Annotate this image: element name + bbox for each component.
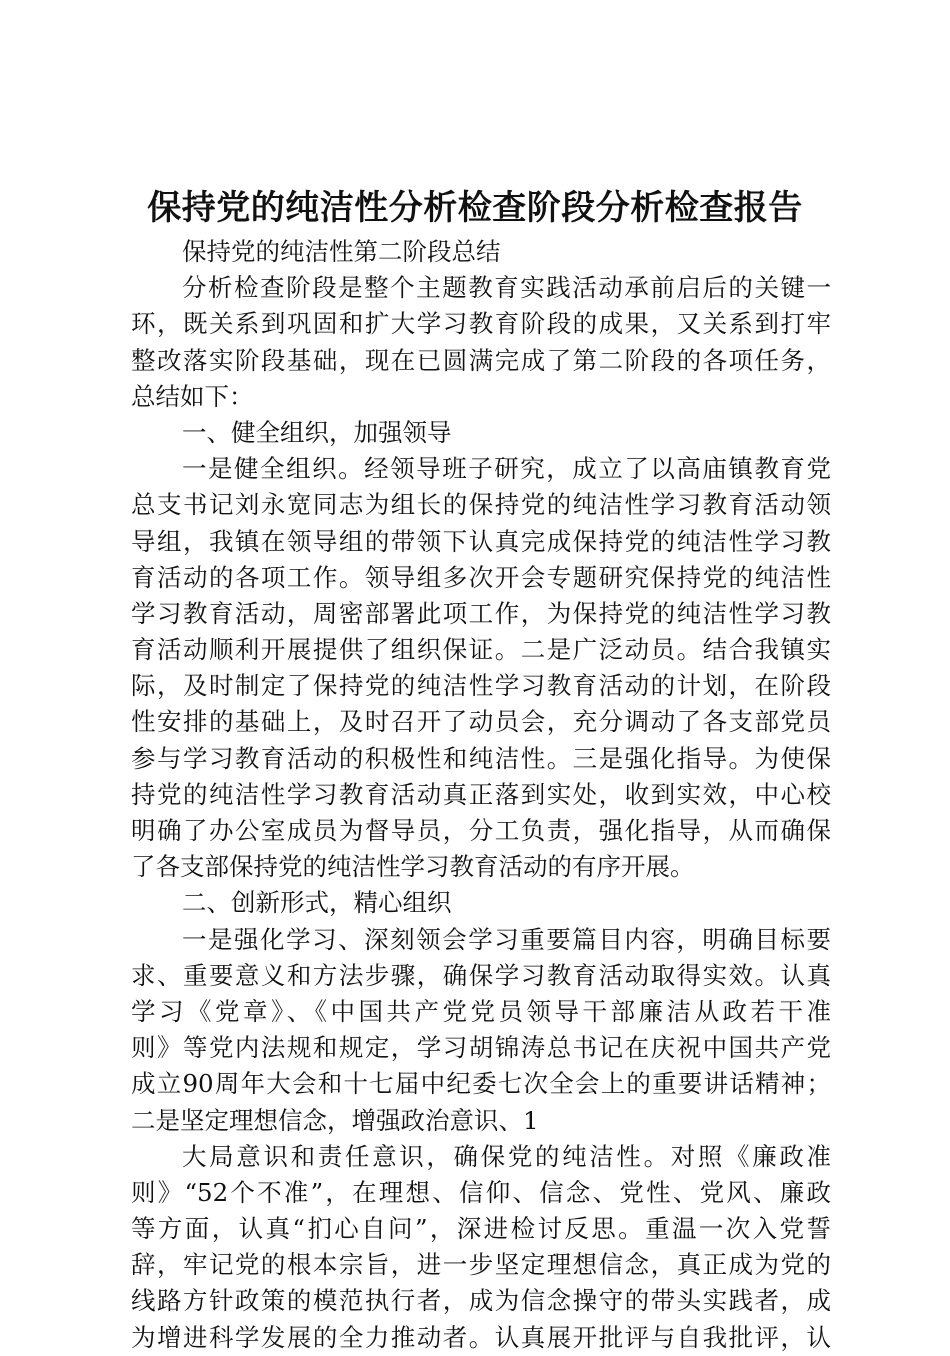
document-body — [131, 234, 831, 1356]
paragraph-line: 总结如下： — [131, 381, 254, 411]
paragraph-line: 明确了办公室成员为督导员，分工负责，强化指导，从而确保 — [131, 816, 831, 845]
paragraph-line: 为增进科学发展的全力推动者。认真展开批评与自我批评，认 — [131, 1322, 831, 1352]
paragraph-line: 分析检查阶段是整个主题教育实践活动承前启后的关键一 — [182, 273, 831, 303]
paragraph-line: 大局意识和责任意识，确保党的纯洁性。对照《廉政准 — [182, 1141, 831, 1171]
paragraph-line: 成立90周年大会和十七届中纪委七次全会上的重要讲话精神； — [131, 1069, 831, 1099]
paragraph-line: 求、重要意义和方法步骤，确保学习教育活动取得实效。认真 — [131, 960, 831, 990]
paragraph-line: 一是强化学习、深刻领会学习重要篇目内容，明确目标要 — [182, 924, 831, 954]
paragraph-line: 学习《党章》、《中国共产党党员领导干部廉洁从政若干准 — [131, 996, 831, 1026]
section-heading: 一、健全组织，加强领导 — [182, 417, 452, 447]
paragraph-line: 育活动的各项工作。领导组多次开会专题研究保持党的纯洁性 — [131, 562, 831, 592]
paragraph-line: 参与学习教育活动的积极性和纯洁性。三是强化指导。为使保 — [131, 743, 831, 773]
paragraph-line: 整改落实阶段基础，现在已圆满完成了第二阶段的各项任务， — [131, 345, 831, 375]
paragraph-line: 际，及时制定了保持党的纯洁性学习教育活动的计划，在阶段 — [131, 671, 831, 701]
paragraph-line: 等方面，认真“扪心自问”，深进检讨反思。重温一次入党誓 — [131, 1214, 831, 1244]
subtitle-line: 保持党的纯洁性第二阶段总结 — [182, 237, 501, 266]
paragraph-line: 线路方针政策的模范执行者，成为信念操守的带头实践者，成 — [131, 1286, 831, 1316]
paragraph-line: 辞，牢记党的根本宗旨，进一步坚定理想信念，真正成为党的 — [131, 1250, 831, 1280]
paragraph-line: 育活动顺利开展提供了组织保证。二是广泛动员。结合我镇实 — [131, 635, 831, 665]
document-title: 保持党的纯洁性分析检查阶段分析检查报告 — [147, 188, 803, 228]
paragraph-line: 一是健全组织。经领导班子研究，成立了以高庙镇教育党 — [182, 454, 831, 484]
paragraph-line: 了各支部保持党的纯洁性学习教育活动的有序开展。 — [131, 852, 695, 882]
paragraph-line: 持党的纯洁性学习教育活动真正落到实处，收到实效，中心校 — [131, 779, 831, 809]
paragraph-line: 则》“52个不准”，在理想、信仰、信念、党性、党风、廉政 — [131, 1177, 831, 1207]
section-heading: 二、创新形式，精心组织 — [182, 888, 452, 918]
paragraph-line: 总支书记刘永宽同志为组长的保持党的纯洁性学习教育活动领 — [131, 490, 831, 520]
paragraph-line: 二是坚定理想信念，增强政治意识、1 — [131, 1105, 539, 1135]
paragraph-line: 性安排的基础上，及时召开了动员会，充分调动了各支部党员 — [131, 707, 831, 737]
paragraph-line: 学习教育活动，周密部署此项工作，为保持党的纯洁性学习教 — [131, 598, 831, 628]
paragraph-line: 环，既关系到巩固和扩大学习教育阶段的成果，又关系到打牢 — [131, 309, 831, 339]
paragraph-line: 则》等党内法规和规定，学习胡锦涛总书记在庆祝中国共产党 — [131, 1033, 831, 1063]
paragraph-line: 导组，我镇在领导组的带领下认真完成保持党的纯洁性学习教 — [131, 526, 831, 556]
